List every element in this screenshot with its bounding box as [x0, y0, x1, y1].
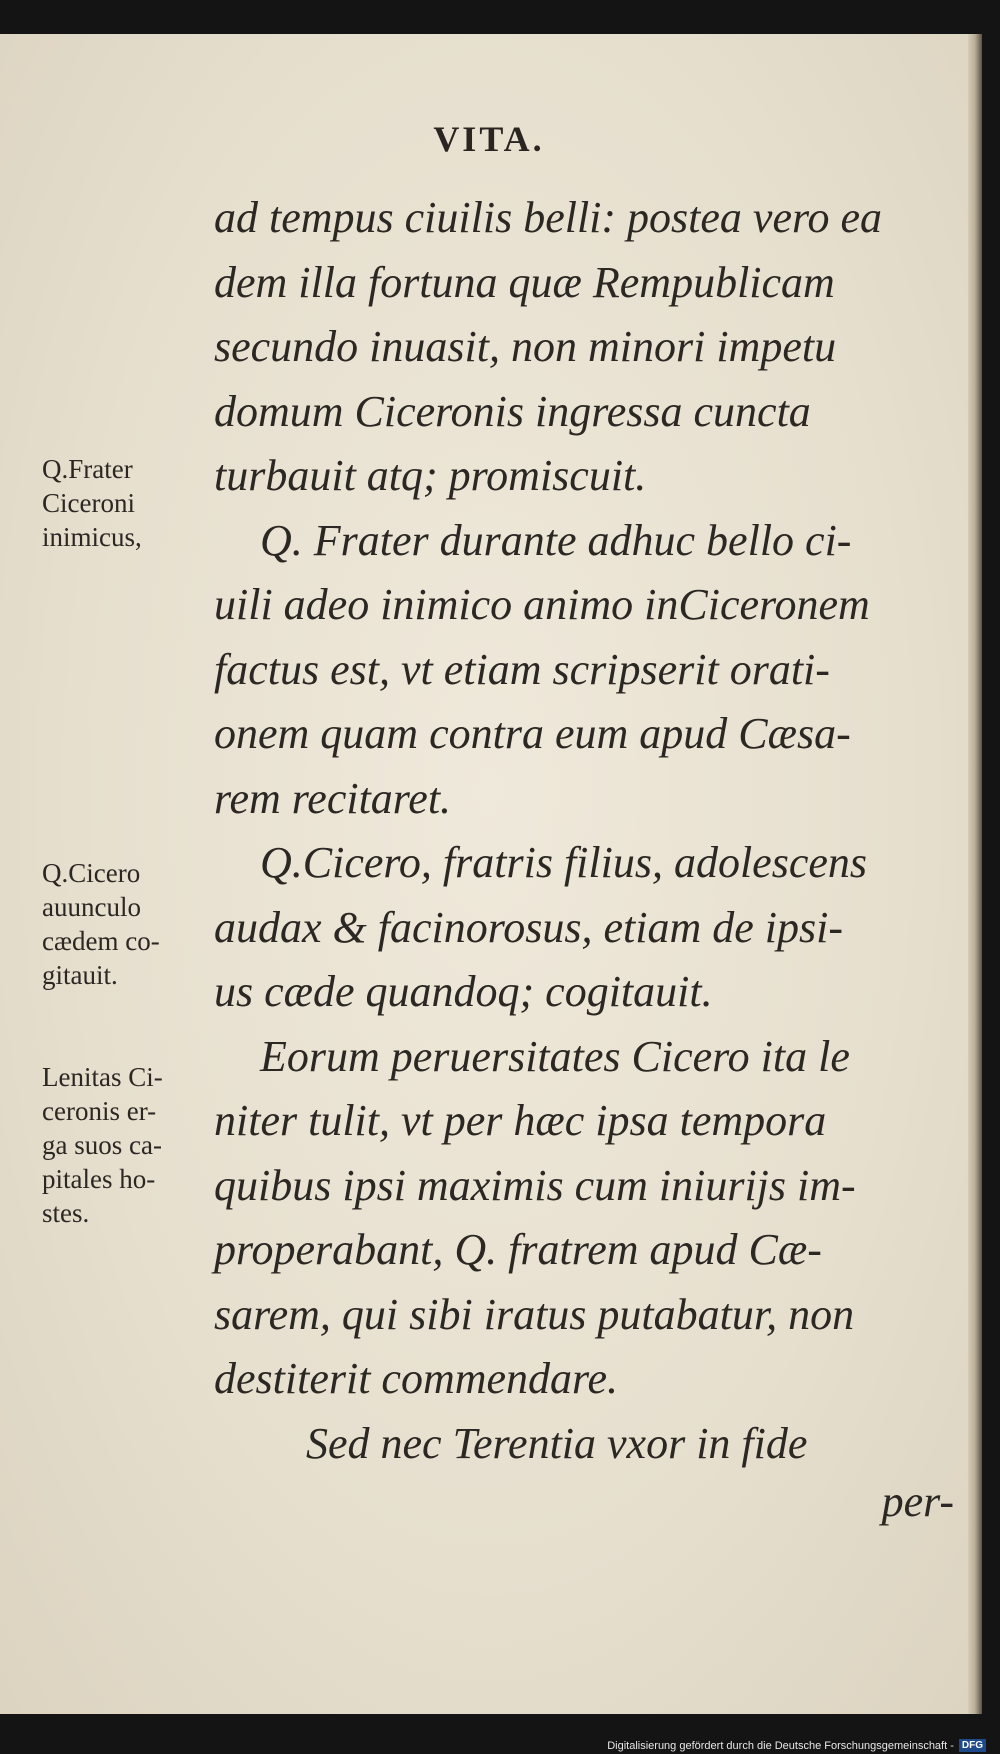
text-line: Q. Frater durante adhuc bello ci-: [260, 515, 852, 565]
note-line: ceronis er-: [42, 1096, 157, 1126]
text-line: turbauit atq; promiscuit.: [214, 451, 647, 500]
text-line: dem illa fortuna quæ Rempublicam: [214, 257, 835, 307]
paragraph-1: [214, 186, 954, 509]
note-line: stes.: [42, 1198, 90, 1228]
catchword: per-: [881, 1477, 954, 1526]
text-line: sarem, qui sibi iratus putabatur, non: [214, 1289, 855, 1339]
note-line: pitales ho-: [42, 1164, 156, 1194]
text-line: domum Ciceronis ingressa cuncta: [214, 386, 811, 436]
note-line: auunculo: [42, 892, 141, 922]
note-line: Q.Cicero: [42, 858, 141, 888]
text-line: rem recitaret.: [214, 773, 452, 823]
text-line: uili adeo inimico animo inCiceronem: [214, 580, 870, 629]
text-line: factus est, vt etiam scripserit orati-: [214, 644, 830, 694]
text-line: ad tempus ciuilis belli: postea vero ea: [214, 193, 883, 242]
marginal-note-1: [42, 452, 202, 554]
note-line: cædem co-: [42, 926, 160, 956]
note-line: gitauit.: [42, 960, 118, 990]
paragraph-4: [214, 1025, 954, 1412]
text-line: Q.Cicero, fratris filius, adolescens: [260, 838, 868, 887]
paragraph-3: [214, 831, 954, 1025]
note-line: Lenitas Ci-: [42, 1062, 163, 1092]
text-line: destiterit commendare.: [214, 1354, 619, 1403]
text-line: secundo inuasit, non minori impetu: [214, 322, 837, 371]
text-line: Eorum peruersitates Cicero ita le: [260, 1031, 850, 1081]
text-line: quibus ipsi maximis cum iniurijs im-: [214, 1160, 856, 1210]
note-line: inimicus,: [42, 522, 142, 552]
text-line: niter tulit, vt per hæc ipsa tempora: [214, 1096, 827, 1145]
paragraph-5: [214, 1412, 954, 1477]
text-line: properabant, Q. fratrem apud Cæ-: [214, 1225, 822, 1274]
marginal-note-2: [42, 856, 202, 992]
text-line: Sed nec Terentia vxor in fide: [306, 1418, 808, 1468]
dfg-logo-icon: DFG: [959, 1739, 986, 1752]
note-line: Q.Frater: [42, 454, 133, 484]
text-line: onem quam contra eum apud Cæsa-: [214, 709, 851, 758]
running-header: VITA.: [433, 119, 545, 159]
page-edge: [968, 34, 982, 1714]
main-text: [214, 186, 954, 1535]
text-line: audax & facinorosus, etiam de ipsi-: [214, 902, 843, 952]
footer-credit: Digitalisierung gefördert durch die Deutsche Forschungsgemeinschaft -: [607, 1739, 954, 1752]
text-line: us cæde quandoq; cogitauit.: [214, 967, 713, 1016]
marginal-note-3: [42, 1060, 202, 1230]
paragraph-2: [214, 509, 954, 832]
note-line: Ciceroni: [42, 488, 135, 518]
digitization-footer: [607, 1739, 986, 1752]
note-line: ga suos ca-: [42, 1130, 162, 1160]
